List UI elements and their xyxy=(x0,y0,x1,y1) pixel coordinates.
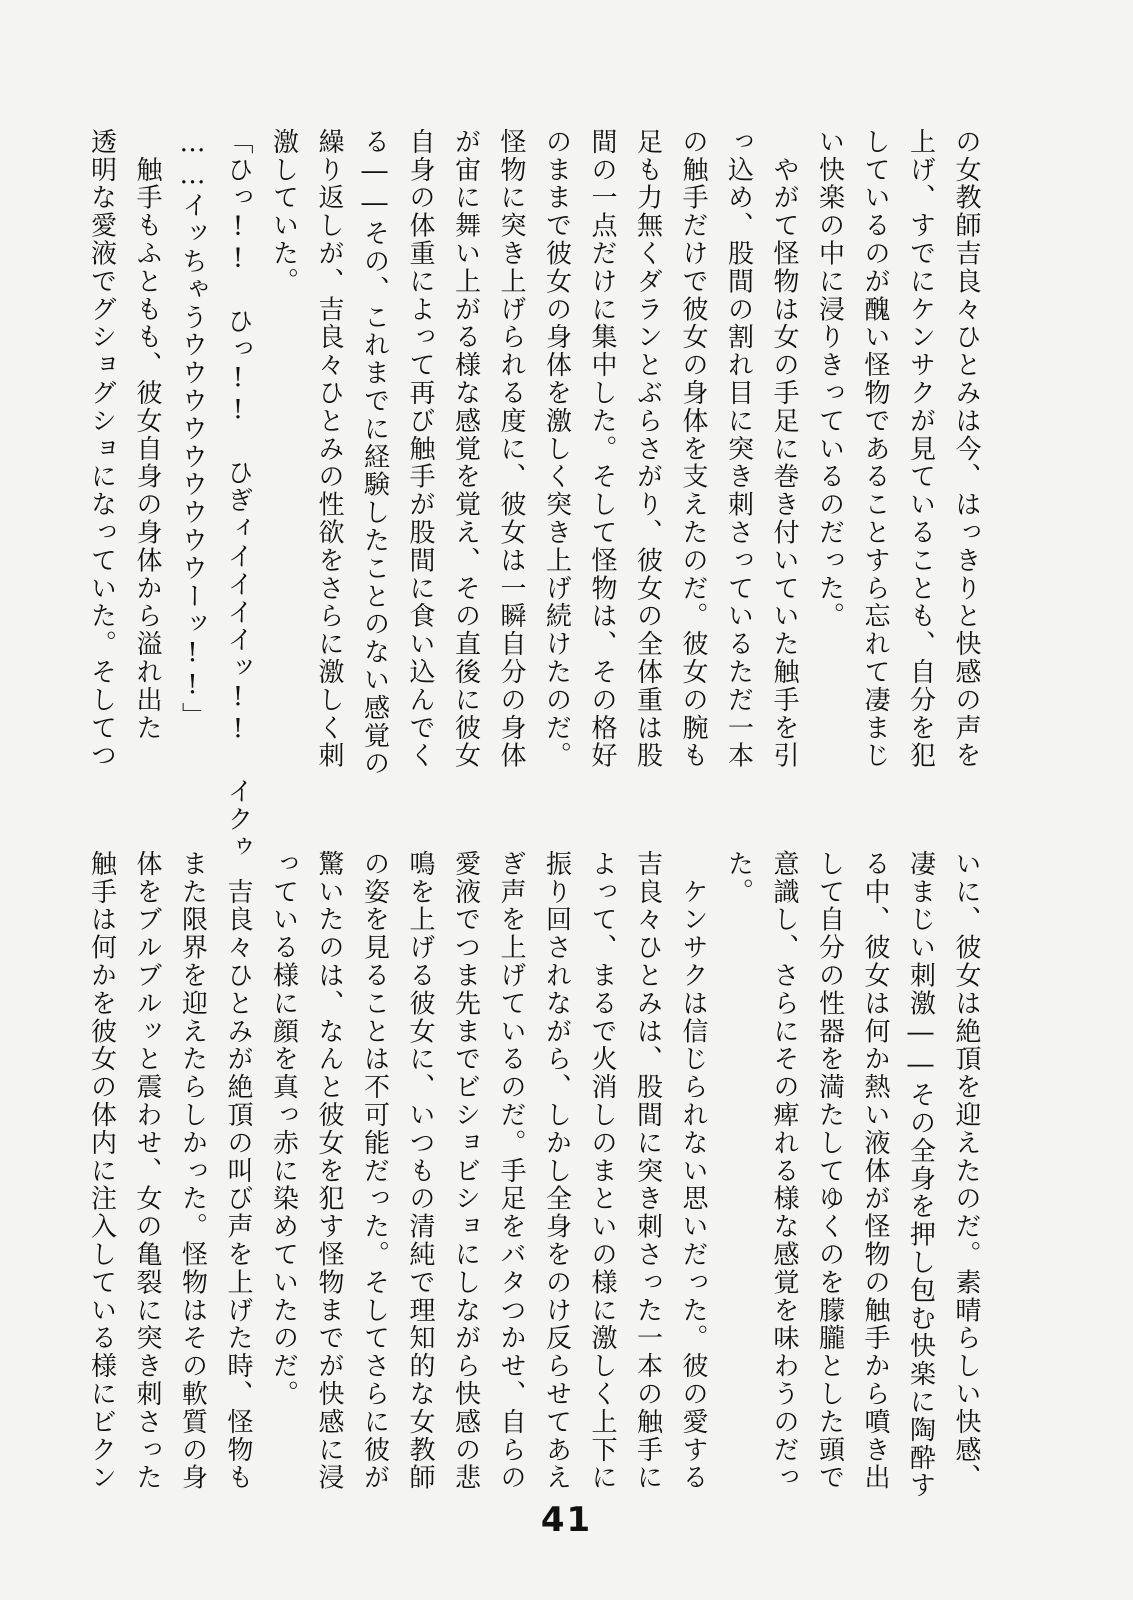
text-line: い快楽の中に浸りきっているのだった。 xyxy=(814,128,845,631)
page-number: 41 xyxy=(540,1500,593,1540)
text-line: して自分の性器を満たしてゆくのを朦朧とした頭で xyxy=(814,850,845,1492)
text-line: 「ひっ!! ひっ!! ひぎィイイイイッ!! イクゥ xyxy=(223,128,253,862)
text-line: 驚いたのは、なんと彼女を犯す怪物までが快感に浸 xyxy=(314,850,344,1492)
text-line: 触手は何かを彼女の体内に注入している様にビクン xyxy=(86,850,117,1492)
text-line: た。 xyxy=(723,850,754,906)
text-line: 吉良々ひとみが絶頂の叫び声を上げた時、怪物も xyxy=(223,850,253,1492)
text-line: の触手だけで彼女の身体を支えたのだ。彼女の腕も xyxy=(678,128,708,770)
text-line: 触手もふともも、彼女自身の身体から溢れ出た xyxy=(132,128,162,742)
text-line: 自身の体重によって再び触手が股間に食い込んでく xyxy=(405,128,435,770)
text-line: が宙に舞い上がる様な感覚を覚え、その直後に彼女 xyxy=(450,128,481,770)
text-block-top xyxy=(86,128,988,862)
text-line: のままで彼女の身体を激しく突き上げ続けたのだ。 xyxy=(541,128,572,770)
text-line: やがて怪物は女の手足に巻き付いていた触手を引 xyxy=(769,128,799,770)
text-line: っている様に顔を真っ赤に染めていたのだ。 xyxy=(268,850,299,1408)
text-line: 激していた。 xyxy=(268,128,299,296)
text-line: の女教師吉良々ひとみは今、はっきりと快感の声を xyxy=(951,128,981,770)
text-line: 鳴を上げる彼女に、いつもの清純で理知的な女教師 xyxy=(405,850,435,1492)
text-line: 吉良々ひとみは、股間に突き刺さった一本の触手に xyxy=(632,850,663,1492)
text-line: ケンサクは信じられない思いだった。彼の愛する xyxy=(678,850,708,1492)
text-line: よって、まるで火消しのまといの様に激しく上下に xyxy=(587,850,617,1492)
text-line: 上げ、すでにケンサクが見ていることも、自分を犯 xyxy=(905,128,936,770)
text-line: 凄まじい刺激――その全身を押し包む快楽に陶酔す xyxy=(905,850,936,1500)
text-block-bottom xyxy=(86,850,988,1500)
text-line: いに、彼女は絶頂を迎えたのだ。素晴らしい快感、 xyxy=(951,850,981,1492)
text-line: しているのが醜い怪物であることすら忘れて凄まじ xyxy=(860,128,890,770)
text-line: 繰り返しが、吉良々ひとみの性欲をさらに激しく刺 xyxy=(314,128,344,770)
text-line: また限界を迎えたらしかった。怪物はその軟質の身 xyxy=(177,850,208,1492)
text-line: 間の一点だけに集中した。そして怪物は、その格好 xyxy=(587,128,617,770)
text-line: 透明な愛液でグショグショになっていた。そしてつ xyxy=(86,128,117,770)
text-line: 意識し、さらにその痺れる様な感覚を味わうのだっ xyxy=(769,850,799,1492)
text-line: る中、彼女は何か熱い液体が怪物の触手から噴き出 xyxy=(860,850,890,1492)
text-line: 振り回されながら、しかし全身をのけ反らせてあえ xyxy=(541,850,572,1492)
text-line: 体をブルブルッと震わせ、女の亀裂に突き刺さった xyxy=(132,850,162,1492)
text-line: ……イッちゃうウウウウウウウウウーッ!!」 xyxy=(177,128,208,730)
text-line: 愛液でつま先までビショビショにしながら快感の悲 xyxy=(450,850,481,1492)
text-line: 怪物に突き上げられる度に、彼女は一瞬自分の身体 xyxy=(496,128,526,770)
text-line: る――その、これまでに経験したことのない感覚の xyxy=(359,128,390,778)
text-line: っ込め、股間の割れ目に突き刺さっているただ一本 xyxy=(723,128,754,770)
text-line: 足も力無くダランとぶらさがり、彼女の全体重は股 xyxy=(632,128,663,770)
text-line: の姿を見ることは不可能だった。そしてさらに彼が xyxy=(359,850,390,1492)
text-line: ぎ声を上げているのだ。手足をバタつかせ、自らの xyxy=(496,850,526,1492)
